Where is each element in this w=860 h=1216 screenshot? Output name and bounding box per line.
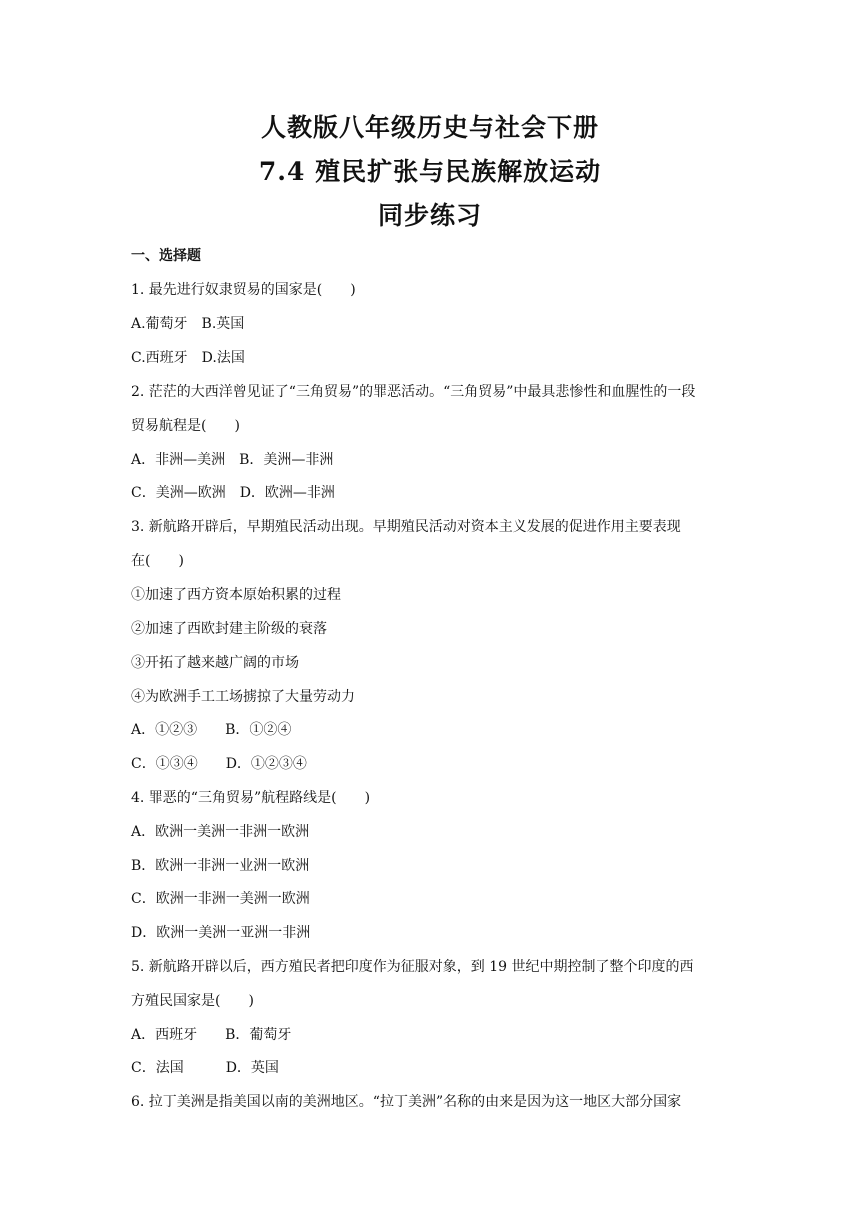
question-2-stem: 2. 茫茫的大西洋曾见证了“三角贸易”的罪恶活动。“三角贸易”中最具悲惨性和血腥性的一段 [131, 384, 696, 400]
question-4-option-a: A．欧洲一美洲一非洲一欧洲 [131, 824, 310, 840]
question-4-option-b: B．欧洲一非洲一业洲一欧洲 [131, 858, 310, 874]
question-1-options-cd: C.西班牙 D.法国 [131, 350, 245, 366]
question-3-options-ab: A．①②③ B．①②④ [131, 722, 292, 738]
question-3-stem-cont: 在( ) [131, 553, 184, 569]
lesson-title: 7.4 殖民扩张与民族解放运动 [258, 157, 602, 186]
question-2-options-ab: A．非洲—美洲 B．美洲—非洲 [131, 452, 334, 468]
question-6-stem: 6. 拉丁美洲是指美国以南的美洲地区。“拉丁美洲”名称的由来是因为这一地区大部分国家 [131, 1094, 682, 1110]
document-title: 人教版八年级历史与社会下册 [260, 113, 599, 142]
question-2-options-cd: C．美洲—欧洲 D．欧洲—非洲 [131, 485, 335, 501]
question-5-options-ab: A．西班牙 B．葡萄牙 [131, 1027, 292, 1043]
question-3-item-2: ②加速了西欧封建主阶级的衰落 [131, 621, 327, 637]
question-4-option-c: C．欧洲一非洲一美洲一欧洲 [131, 891, 310, 907]
document-subtitle: 同步练习 [377, 201, 482, 230]
section-heading: 一、选择题 [131, 248, 201, 264]
question-3-item-4: ④为欧洲手工工场掳掠了大量劳动力 [131, 689, 355, 705]
question-1-stem: 1. 最先进行奴隶贸易的国家是( ) [131, 282, 356, 298]
question-3-stem: 3. 新航路开辟后，早期殖民活动出现。早期殖民活动对资本主义发展的促进作用主要表现 [131, 519, 681, 535]
question-3-item-1: ①加速了西方资本原始积累的过程 [131, 587, 341, 603]
question-5-stem: 5. 新航路开辟以后，西方殖民者把印度作为征服对象，到 19 世纪中期控制了整个印度的西 [131, 959, 694, 975]
question-5-stem-cont: 方殖民国家是( ) [131, 993, 254, 1009]
question-3-options-cd: C．①③④ D．①②③④ [131, 756, 307, 772]
question-1-options-ab: A.葡萄牙 B.英国 [131, 316, 245, 332]
question-4-option-d: D．欧洲一美洲一亚洲一非洲 [131, 925, 311, 941]
question-5-options-cd: C．法国 D．英国 [131, 1060, 279, 1076]
question-4-stem: 4. 罪恶的“三角贸易”航程路线是( ) [131, 790, 371, 806]
question-2-stem-cont: 贸易航程是( ) [131, 418, 240, 434]
question-3-item-3: ③开拓了越来越广阔的市场 [131, 655, 299, 671]
